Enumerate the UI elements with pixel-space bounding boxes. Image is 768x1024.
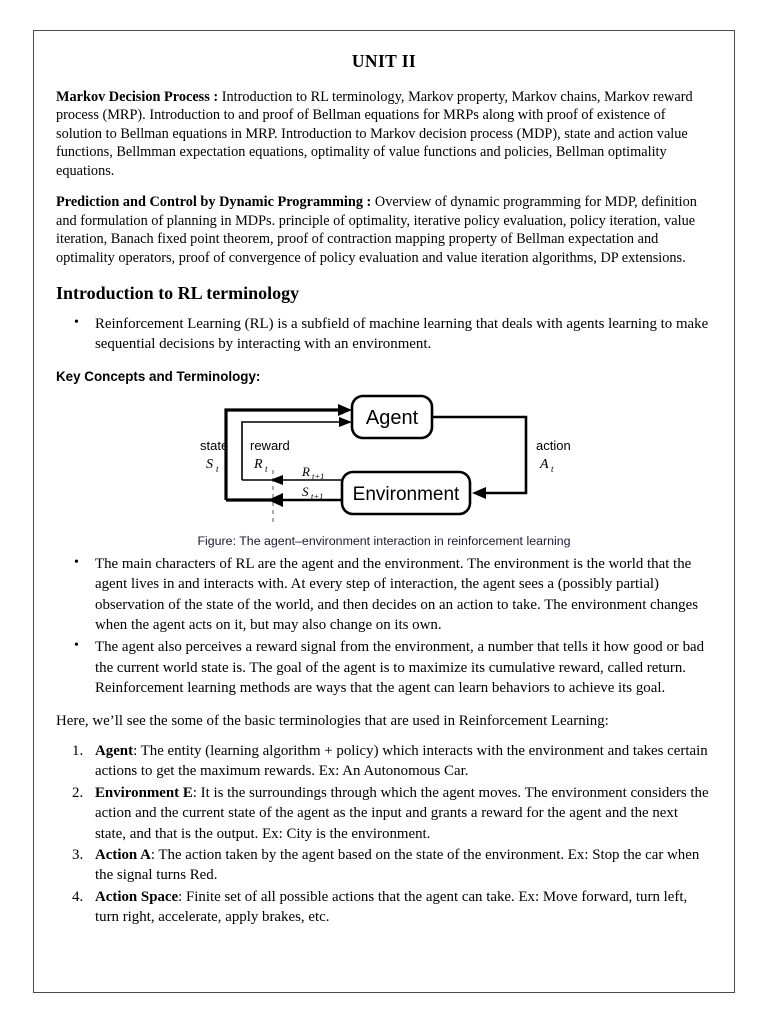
list-item xyxy=(56,741,712,782)
syllabus-body-dp: Overview of dynamic programming for MDP, definition and formulation of planning in MDPs. principle of optimality, iterative policy evaluation, policy iteration, value iteration, Banach fixed point theorem, proof of contraction mapping property of Bellman expectation and optimality operators, proof of convergence of policy evaluation and value iteration algorithms, DP extensions. xyxy=(56,194,697,266)
state-label: state xyxy=(200,437,229,453)
reward-symbol: R xyxy=(254,456,263,472)
list-item xyxy=(56,845,712,886)
state-next-symbol: S xyxy=(302,483,309,499)
term-body: : It is the surroundings through which the agent moves. The environment considers the action and the current state of the agent as the input and grants a reward for the agent and the next state, and that is the output. Ex: City is the environment. xyxy=(95,784,709,842)
agent-environment-diagram xyxy=(184,392,584,532)
main-bullet-list xyxy=(56,554,712,699)
document-body xyxy=(34,31,734,992)
list-item: • The agent also perceives a reward signal from the environment, a number that tells it how good or bad the current world state is. The goal of the agent is to maximize its cumulative reward, called return. Reinforcement learning methods are ways that the agent can learn behaviors to achieve its goal. xyxy=(56,637,712,698)
syllabus-label-mdp: Markov Decision Process : xyxy=(56,89,219,105)
list-item: • The main characters of RL are the agent and the environment. The environment is the world that the agent lives in and interacts with. At every step of interaction, the agent sees a (possibly partial) observation of the state of the world, and then decides on an action to take. The environment changes when the agent acts on it, but may also change on its own. xyxy=(56,554,712,636)
term-body: : The entity (learning algorithm + policy) which interacts with the environment and takes certain actions to get the maximum rewards. Ex: An Autonomous Car. xyxy=(95,743,708,780)
terminology-list xyxy=(56,741,712,928)
term-body: : Finite set of all possible actions that the agent can take. Ex: Move forward, turn left, turn right, accelerate, apply brakes, etc. xyxy=(95,888,688,926)
reward-label: reward xyxy=(250,437,290,453)
reward-subscript: t xyxy=(265,463,268,474)
state-subscript: t xyxy=(216,463,219,474)
terminology-lead-paragraph: Here, we’ll see the some of the basic terminologies that are used in Reinforcement Learning: xyxy=(56,712,609,729)
intro-bullet-list xyxy=(56,314,712,355)
list-item xyxy=(56,783,712,844)
page-title: UNIT II xyxy=(351,51,417,71)
term-label: Agent xyxy=(95,743,134,759)
syllabus-paragraph-mdp xyxy=(56,88,712,180)
term-body: : The action taken by the agent based on the state of the environment. Ex: Stop the car when the signal turns Red. xyxy=(95,847,700,884)
figure-caption: Figure: The agent–environment interaction in reinforcement learning xyxy=(197,533,571,548)
state-symbol: S xyxy=(206,456,213,472)
reward-next-subscript: t+1 xyxy=(312,470,325,481)
action-symbol: A xyxy=(540,456,549,472)
syllabus-label-dp: Prediction and Control by Dynamic Programming : xyxy=(56,194,372,211)
list-item: • Reinforcement Learning (RL) is a subfield of machine learning that deals with agents learning to make sequential decisions by interacting with an environment. xyxy=(56,314,712,355)
list-item xyxy=(56,887,712,928)
syllabus-body-mdp: Introduction to RL terminology, Markov property, Markov chains, Markov reward process (MRP). Introduction to and proof of Bellman equations for MRPs along with proof of existence of solution to Bellman equations in MRP. Introduction to Markov decision process (MDP), state and action value functions, Bellmman expectation equations, optimality of value functions and policies, Bellman optimality equations. xyxy=(56,89,693,179)
agent-box-label: Agent xyxy=(365,406,419,429)
section-heading-rl-terminology: Introduction to RL terminology xyxy=(56,282,300,303)
key-concepts-heading: Key Concepts and Terminology: xyxy=(56,368,261,384)
agent-environment-figure xyxy=(56,392,712,548)
term-label: Action Space xyxy=(95,888,179,905)
state-next-subscript: t+1 xyxy=(311,490,324,501)
action-subscript: t xyxy=(551,463,554,474)
action-label: action xyxy=(536,437,571,453)
document-page-border xyxy=(33,30,735,993)
syllabus-paragraph-dp xyxy=(56,193,712,267)
reward-next-symbol: R xyxy=(302,463,310,479)
term-label: Action A xyxy=(95,847,151,864)
environment-box-label: Environment xyxy=(352,483,460,505)
term-label: Environment E xyxy=(95,784,193,801)
